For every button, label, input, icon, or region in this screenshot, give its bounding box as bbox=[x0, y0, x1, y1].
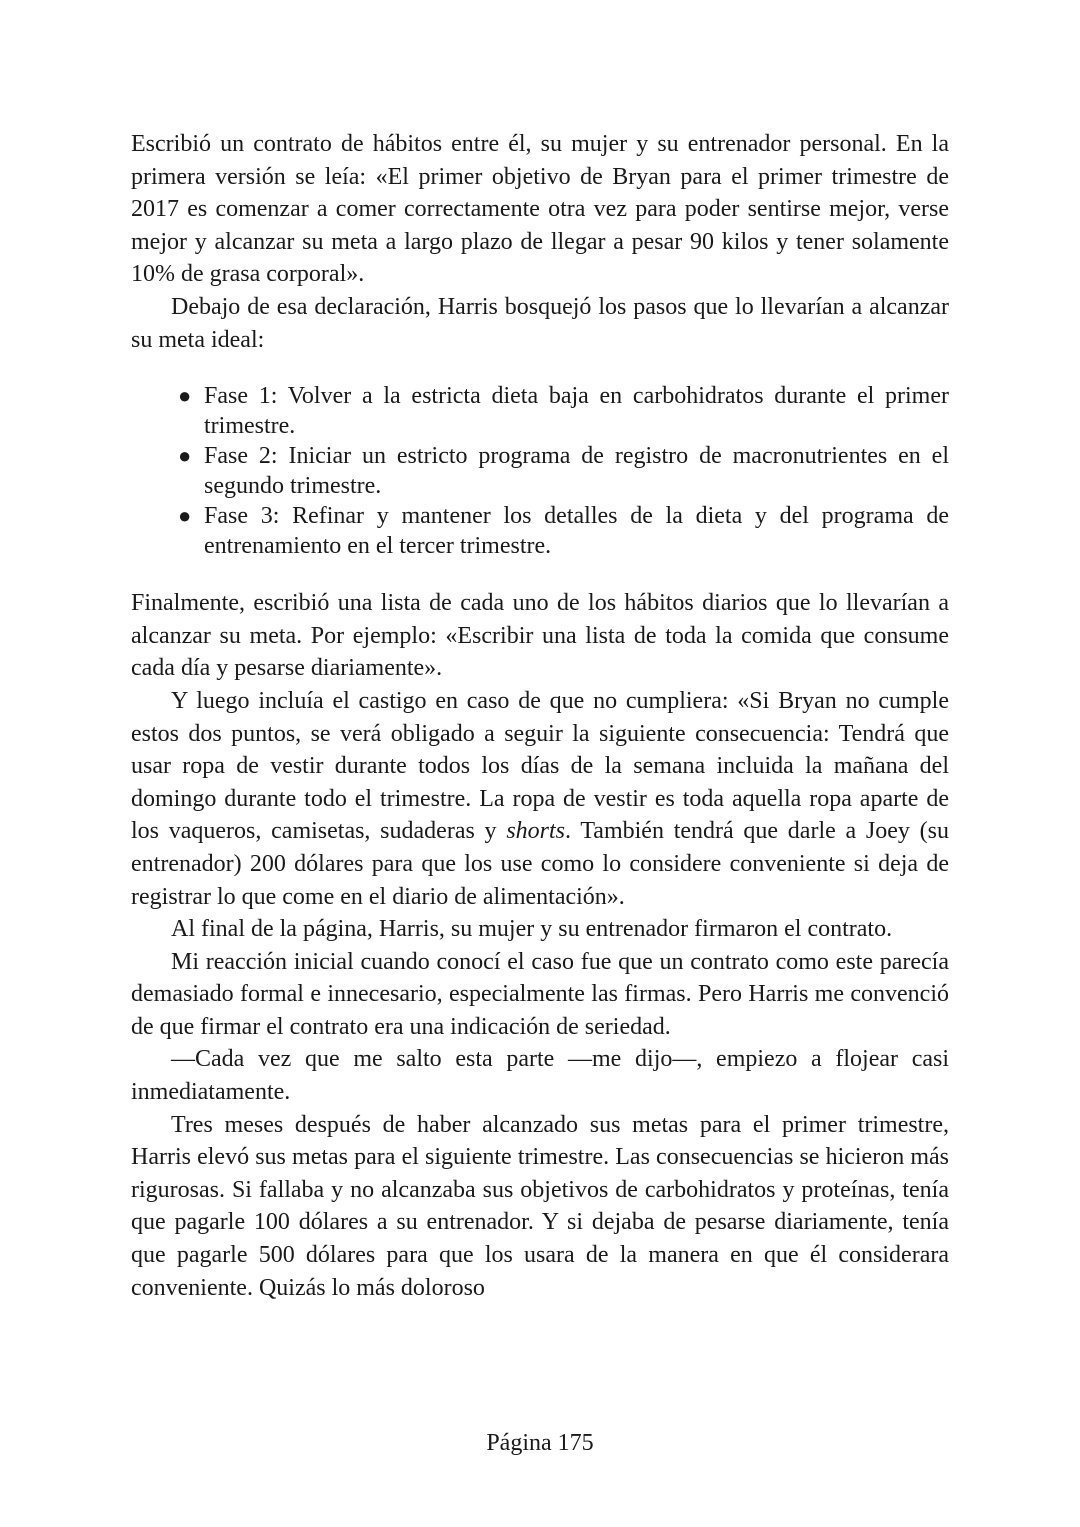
page-number: Página 175 bbox=[486, 1430, 594, 1456]
phase-2-text: Fase 2: Iniciar un estricto programa de registro de macronutrientes en el segundo trimestre. bbox=[204, 443, 949, 500]
paragraph-steps-intro: Debajo de esa declaración, Harris bosquejó los pasos que lo llevarían a alcanzar su meta ideal: bbox=[131, 293, 949, 353]
page-body bbox=[131, 128, 949, 1304]
phases-list bbox=[131, 381, 949, 561]
punishment-text-start: Y luego incluía el castigo en caso de que no cumpliera: «Si Bryan no cumple estos dos puntos, se verá obligado a seguir la siguiente consecuencia: Tendrá que usar ropa de vestir durante todos los días de la semana incluida la mañana del domingo durante todo el trimestre. La ropa de vestir es toda aquella ropa aparte de los vaqueros, camisetas, sudaderas y bbox=[131, 687, 949, 845]
phase-3-text: Fase 3: Refinar y mantener los detalles de la dieta y del programa de entrenamiento en el tercer trimestre. bbox=[204, 503, 949, 560]
list-item bbox=[178, 381, 949, 441]
phase-1-text: Fase 1: Volver a la estricta dieta baja en carbohidratos durante el primer trimestre. bbox=[204, 383, 949, 440]
list-item bbox=[178, 441, 949, 501]
paragraph-three-months: Tres meses después de haber alcanzado sus metas para el primer trimestre, Harris elevó sus metas para el siguiente trimestre. Las consecuencias se hicieron más rigurosas. Si fallaba y no alcanzaba sus objetivos de carbohidratos y proteínas, tenía que pagarle 100 dólares a su entrenador. Y si dejaba de pesarse diariamente, tenía que pagarle 500 dólares para que los usara de la manera en que él considerara conveniente. Quizás lo más doloroso bbox=[131, 1111, 949, 1301]
paragraph-daily-habits: Finalmente, escribió una lista de cada uno de los hábitos diarios que lo llevarían a alcanzar su meta. Por ejemplo: «Escribir una lista de toda la comida que consume cada día y pesarse diariamente». bbox=[131, 590, 949, 682]
bullet-dot-icon: ● bbox=[178, 503, 192, 529]
paragraph-signatures: Al final de la página, Harris, su mujer y su entrenador firmaron el contrato. bbox=[171, 916, 893, 943]
paragraph-quote: —Cada vez que me salto esta parte —me dijo—, empiezo a flojear casi inmediatamente. bbox=[131, 1046, 949, 1106]
punishment-text-end: . También tendrá que darle a Joey (su entrenador) 200 dólares para que los use como lo considere conveniente si deja de registrar lo que come en el diario de alimentación». bbox=[131, 818, 949, 910]
list-item bbox=[178, 501, 949, 561]
bullet-dot-icon: ● bbox=[178, 383, 192, 409]
paragraph-punishment bbox=[131, 685, 949, 913]
bullet-dot-icon: ● bbox=[178, 443, 192, 469]
paragraph-reaction: Mi reacción inicial cuando conocí el caso fue que un contrato como este parecía demasiado formal e innecesario, especialmente las firmas. Pero Harris me convenció de que firmar el contrato era una indicación de seriedad. bbox=[131, 948, 949, 1040]
paragraph-contract-intro: Escribió un contrato de hábitos entre él, su mujer y su entrenador personal. En la primera versión se leía: «El primer objetivo de Bryan para el primer trimestre de 2017 es comenzar a comer correctamente otra vez para poder sentirse mejor, verse mejor y alcanzar su meta a largo plazo de llegar a pesar 90 kilos y tener solamente 10% de grasa corporal». bbox=[131, 131, 949, 288]
punishment-italic-word: shorts bbox=[506, 818, 565, 845]
